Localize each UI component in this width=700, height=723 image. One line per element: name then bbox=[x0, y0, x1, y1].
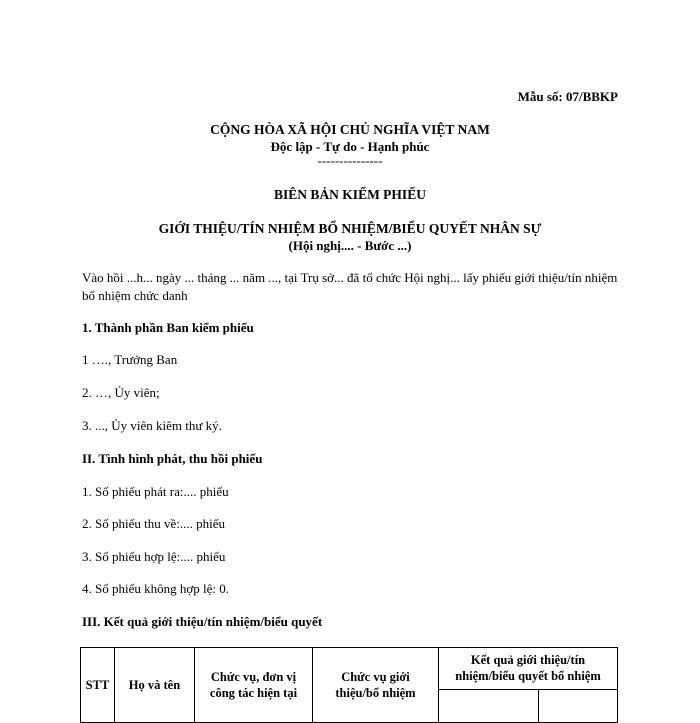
results-table bbox=[80, 647, 618, 723]
ballots-invalid: 4. Số phiếu không hợp lệ: 0. bbox=[82, 581, 229, 596]
header-stt: STT bbox=[81, 648, 115, 723]
header-result-line2: nhiệm/biểu quyết bổ nhiệm bbox=[455, 669, 601, 684]
header-result bbox=[439, 648, 618, 690]
ballots-valid: 3. Số phiếu hợp lệ:.... phiếu bbox=[82, 549, 226, 564]
committee-member-3: 3. ..., Ủy viên kiêm thư ký. bbox=[82, 418, 222, 433]
document-subtitle: GIỚI THIỆU/TÍN NHIỆM BỔ NHIỆM/BIỂU QUYẾT NHÂN SỰ bbox=[158, 221, 542, 236]
header-name: Họ và tên bbox=[115, 648, 195, 723]
ballots-issued: 1. Số phiếu phát ra:.... phiếu bbox=[82, 484, 229, 499]
ballots-collected: 2. Số phiếu thu về:.... phiếu bbox=[82, 516, 225, 531]
committee-member-1: 1 …., Trưởng Ban bbox=[82, 352, 178, 367]
header-current-position-line2: công tác hiện tại bbox=[209, 686, 298, 700]
section2-heading: II. Tình hình phát, thu hồi phiếu bbox=[82, 451, 263, 466]
motto: Độc lập - Tự do - Hạnh phúc bbox=[270, 139, 430, 154]
section1-heading: 1. Thành phần Ban kiểm phiếu bbox=[82, 320, 254, 335]
header-current-position bbox=[195, 648, 313, 723]
section3-heading: III. Kết quả giới thiệu/tín nhiệm/biểu quyết bbox=[82, 614, 323, 629]
intro-paragraph: Vào hồi ...h... ngày ... tháng ... năm ..., tại Trụ sở... đã tổ chức Hội nghị... lấy phiếu giới thiệu/tín nhiệm bổ nhiệm chức danh bbox=[82, 270, 618, 303]
committee-member-2: 2. …, Ủy viên; bbox=[82, 385, 160, 400]
header-target-position-line1: Chức vụ giới bbox=[341, 670, 410, 684]
header-current-position-line1: Chức vụ, đơn vị bbox=[210, 670, 297, 684]
form-code: Mẫu số: 07/BBKP bbox=[517, 89, 618, 104]
result-subcell-1 bbox=[439, 689, 539, 722]
conference-label: (Hội nghị.... - Bước ...) bbox=[288, 238, 412, 253]
result-subcell-2 bbox=[539, 689, 618, 722]
header-divider: --------------- bbox=[317, 153, 383, 168]
header-target-position-line2: thiệu/bổ nhiệm bbox=[335, 686, 416, 700]
header-target-position bbox=[313, 648, 439, 723]
header-result-line1: Kết quả giới thiệu/tín bbox=[470, 653, 586, 668]
nation-header: CỘNG HÒA XÃ HỘI CHỦ NGHĨA VIỆT NAM bbox=[210, 122, 490, 137]
document-title: BIÊN BẢN KIỂM PHIẾU bbox=[274, 187, 426, 202]
